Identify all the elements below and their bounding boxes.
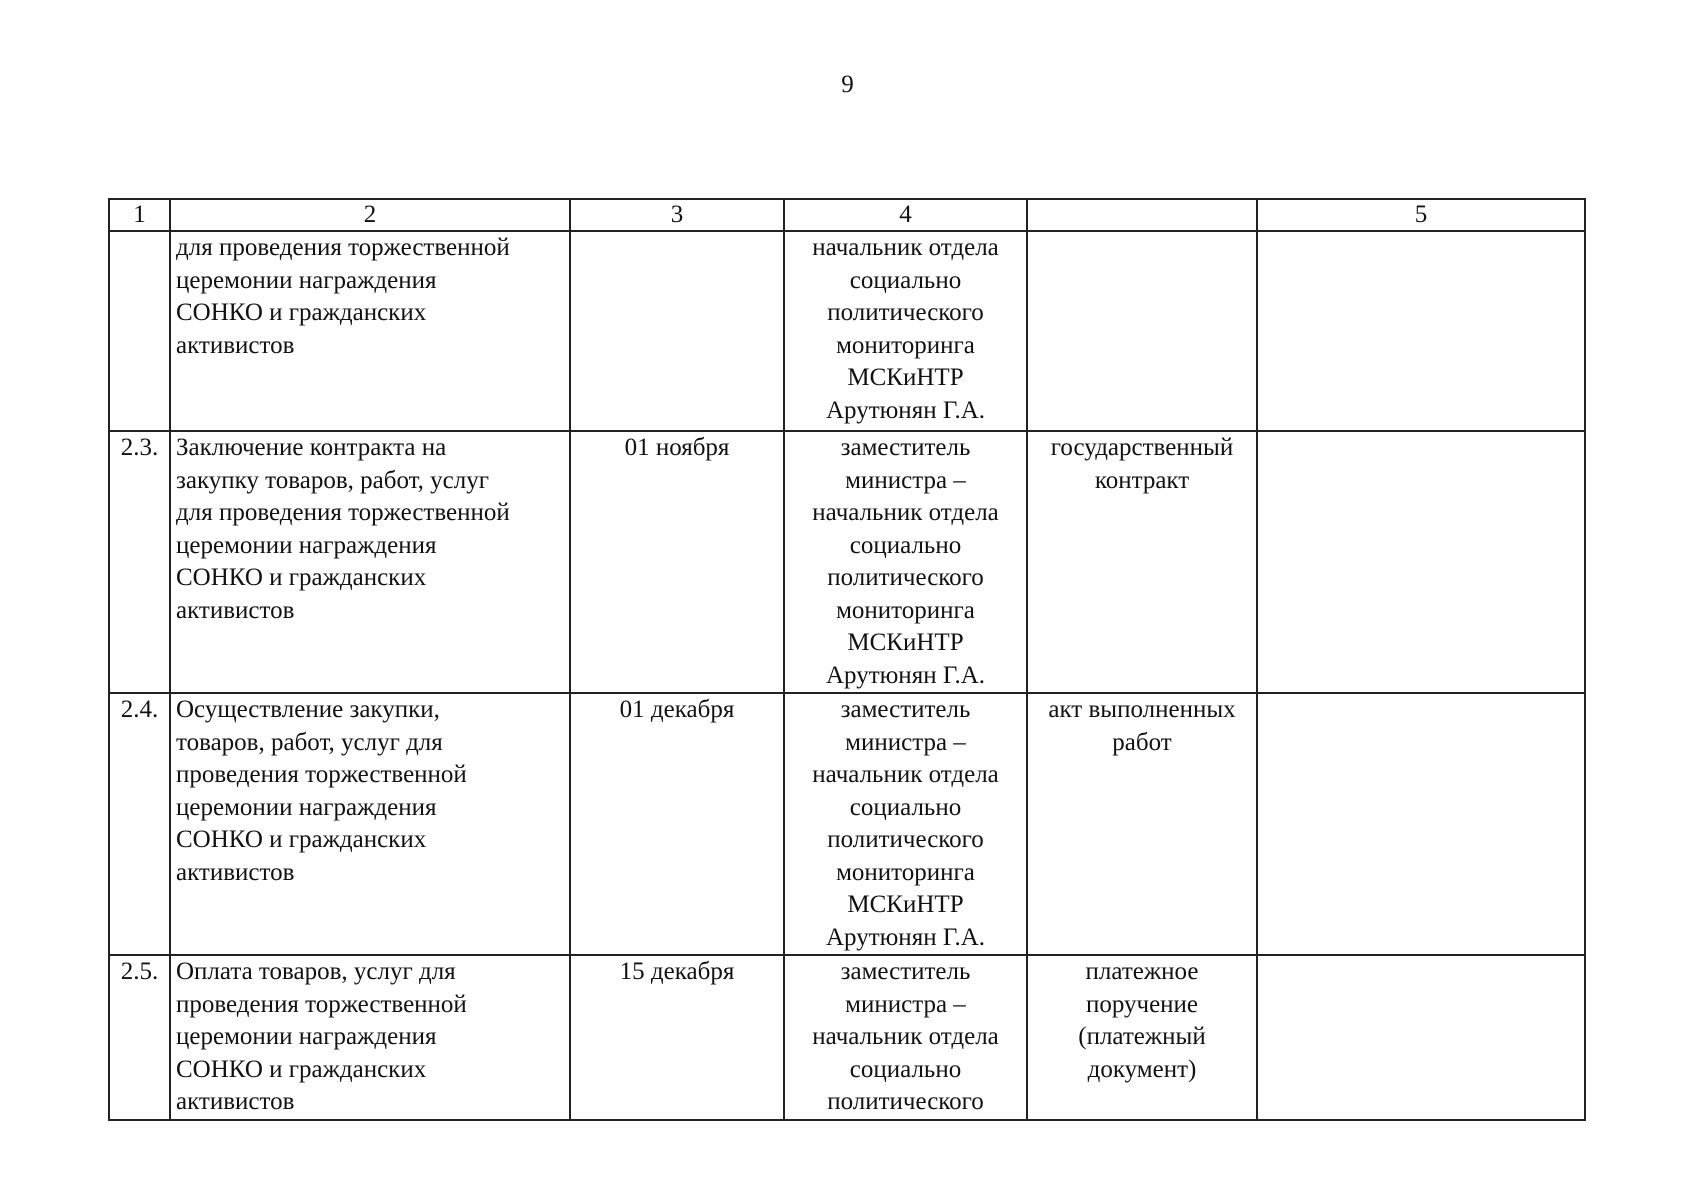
result-document-line: поручение [1085, 990, 1199, 1018]
responsible-text-line: министра – [845, 990, 966, 1018]
activity-text-line: товаров, работ, услуг для [176, 728, 443, 756]
table-row [109, 231, 1585, 431]
responsible-cell [784, 955, 1027, 1120]
responsible-text-line: мониторинга [836, 596, 975, 624]
result-document-cell [1027, 431, 1257, 693]
deadline-text: 01 ноября [624, 434, 730, 461]
responsible-text-line: МСКиНТР [847, 629, 964, 656]
note-cell [1257, 231, 1585, 431]
deadline-text: 01 декабря [619, 696, 735, 723]
responsible-text-line: политического [827, 826, 984, 853]
responsible-text-line: социально [849, 531, 962, 559]
responsible-text-line: политического [827, 1088, 984, 1115]
responsible-text-line: Арутюнян Г.А. [825, 396, 986, 424]
activity-text-line: Заключение контракта на [176, 434, 447, 461]
activity-cell [170, 231, 570, 431]
note-cell [1257, 431, 1585, 693]
responsible-text-line: социально [849, 793, 962, 821]
responsible-text-line: социально [849, 266, 962, 294]
responsible-text-line: министра – [845, 466, 966, 494]
responsible-text-line: начальник отдела [812, 1023, 999, 1050]
result-document-cell [1027, 693, 1257, 955]
responsible-text-line: заместитель [840, 958, 971, 985]
responsible-text-line: министра – [845, 728, 966, 756]
activity-text-line: активистов [176, 331, 295, 359]
responsible-text-line: заместитель [840, 696, 971, 723]
result-document-line: платежное [1085, 958, 1199, 985]
item-number: 2.3. [120, 434, 159, 461]
responsible-text-line: мониторинга [836, 858, 975, 886]
responsible-text-line: Арутюнян Г.А. [825, 923, 986, 951]
table-row [109, 431, 1585, 693]
activity-text-line: Оплата товаров, услуг для [176, 958, 456, 985]
activity-cell [170, 955, 570, 1120]
result-document-cell [1027, 231, 1257, 431]
activity-text-line: для проведения торжественной [176, 499, 510, 526]
result-document-cell [1027, 955, 1257, 1120]
activity-text-line: проведения торжественной [176, 761, 467, 788]
responsible-text-line: МСКиНТР [847, 364, 964, 391]
result-document-line: (платежный [1078, 1023, 1206, 1050]
activity-text-line: закупку товаров, работ, услуг [176, 466, 490, 494]
deadline-cell [570, 431, 784, 693]
result-document-line: государственный [1050, 434, 1234, 461]
note-cell [1257, 693, 1585, 955]
activity-cell [170, 693, 570, 955]
responsible-text-line: заместитель [840, 434, 971, 461]
deadline-cell [570, 693, 784, 955]
activity-text-line: СОНКО и гражданских [176, 826, 427, 853]
activity-text-line: СОНКО и гражданских [176, 299, 427, 326]
responsible-text-line: Арутюнян Г.А. [825, 661, 986, 689]
header-cell-empty [1027, 199, 1257, 231]
responsible-cell [784, 693, 1027, 955]
item-number-cell [109, 955, 170, 1120]
activity-text-line: церемонии награждения [176, 793, 437, 821]
responsible-text-line: начальник отдела [812, 761, 999, 788]
result-document-line: работ [1112, 728, 1172, 756]
activity-cell [170, 431, 570, 693]
activity-text-line: СОНКО и гражданских [176, 564, 427, 591]
deadline-text: 15 декабря [619, 958, 735, 985]
responsible-text-line: начальник отдела [812, 499, 999, 526]
table-body [109, 199, 1585, 1120]
item-number-cell [109, 231, 170, 431]
activity-text-line: активистов [176, 596, 295, 624]
responsible-text-line: мониторинга [836, 331, 975, 359]
activity-text-line: СОНКО и гражданских [176, 1055, 427, 1083]
note-cell [1257, 955, 1585, 1120]
deadline-cell [570, 955, 784, 1120]
activity-text-line: церемонии награждения [176, 531, 437, 559]
responsible-text-line: начальник отдела [812, 234, 999, 261]
activity-text-line: активистов [176, 858, 295, 886]
activity-text-line: проведения торжественной [176, 990, 467, 1018]
result-document-line: контракт [1094, 466, 1190, 494]
result-document-line: акт выполненных [1048, 696, 1236, 723]
responsible-text-line: политического [827, 299, 984, 326]
table-row [109, 955, 1585, 1120]
item-number-cell [109, 431, 170, 693]
responsible-text-line: политического [827, 564, 984, 591]
item-number: 2.5. [120, 958, 159, 985]
responsible-text-line: социально [849, 1055, 962, 1083]
responsible-cell [784, 231, 1027, 431]
activity-text-line: церемонии награждения [176, 1023, 437, 1050]
activity-text-line: активистов [176, 1088, 295, 1115]
deadline-cell [570, 231, 784, 431]
header-cell-1: 1 [109, 199, 170, 231]
header-cell-5: 5 [1257, 199, 1585, 231]
activity-text-line: для проведения торжественной [176, 234, 510, 261]
header-cell-4: 4 [784, 199, 1027, 231]
result-document-line: документ) [1087, 1055, 1197, 1083]
responsible-text-line: МСКиНТР [847, 891, 964, 918]
item-number: 2.4. [120, 696, 159, 723]
activity-text-line: Осуществление закупки, [176, 696, 440, 723]
table-header-row [109, 199, 1585, 231]
header-cell-3: 3 [570, 199, 784, 231]
header-cell-2: 2 [170, 199, 570, 231]
table-row [109, 693, 1585, 955]
schedule-table [108, 198, 1586, 1121]
item-number-cell [109, 693, 170, 955]
activity-text-line: церемонии награждения [176, 266, 437, 294]
page-number: 9 [841, 71, 854, 98]
responsible-cell [784, 431, 1027, 693]
